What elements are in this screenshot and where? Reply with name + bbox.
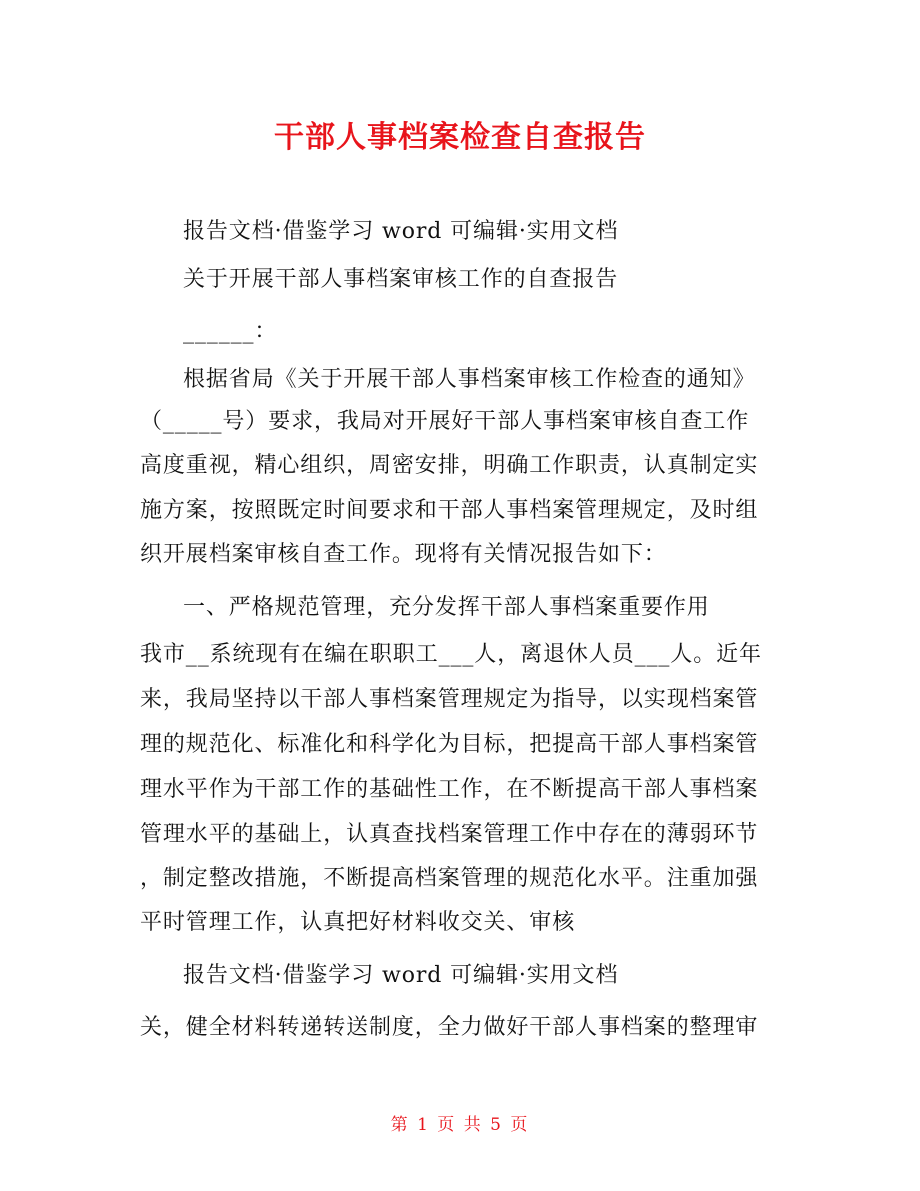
report-heading: 关于开展干部人事档案审核工作的自查报告 xyxy=(183,267,619,292)
paragraph-line: 关，健全材料转递转送制度，全力做好干部人事档案的整理审 xyxy=(140,1015,759,1040)
paragraph-line: 我市__系统现有在编在职职工___人，离退休人员___人。近年 xyxy=(140,642,762,667)
paragraph-line: 平时管理工作，认真把好材料收交关、审核 xyxy=(140,910,576,935)
paragraph-line: （_____号）要求，我局对开展好干部人事档案审核自查工作 xyxy=(140,409,750,434)
paragraph-line: 管理水平的基础上，认真查找档案管理工作中存在的薄弱环节 xyxy=(140,822,759,847)
paragraph-line: 施方案，按照既定时间要求和干部人事档案管理规定，及时组 xyxy=(140,498,759,523)
page-number-footer: 第 1 页 共 5 页 xyxy=(390,1115,530,1135)
paragraph-line: 根据省局《关于开展干部人事档案审核工作检查的通知》 xyxy=(183,367,756,392)
paragraph-line: 来，我局坚持以干部人事档案管理规定为指导，以实现档案管 xyxy=(140,687,759,712)
paragraph-line: 理水平作为干部工作的基础性工作，在不断提高干部人事档案 xyxy=(140,777,759,802)
watermark-line: 报告文档·借鉴学习 word 可编辑·实用文档 xyxy=(183,963,619,988)
paragraph-line: 高度重视，精心组织，周密安排，明确工作职责，认真制定实 xyxy=(140,453,759,478)
section-heading: 一、严格规范管理，充分发挥干部人事档案重要作用 xyxy=(183,595,710,620)
paragraph-line: ，制定整改措施，不断提高档案管理的规范化水平。注重加强 xyxy=(140,866,759,891)
addressee-line: ______： xyxy=(183,319,278,344)
paragraph-line: 理的规范化、标准化和科学化为目标，把提高干部人事档案管 xyxy=(140,732,759,757)
watermark-line: 报告文档·借鉴学习 word 可编辑·实用文档 xyxy=(183,219,619,244)
paragraph-line: 织开展档案审核自查工作。现将有关情况报告如下： xyxy=(140,542,667,567)
document-title: 干部人事档案检查自查报告 xyxy=(274,120,646,155)
